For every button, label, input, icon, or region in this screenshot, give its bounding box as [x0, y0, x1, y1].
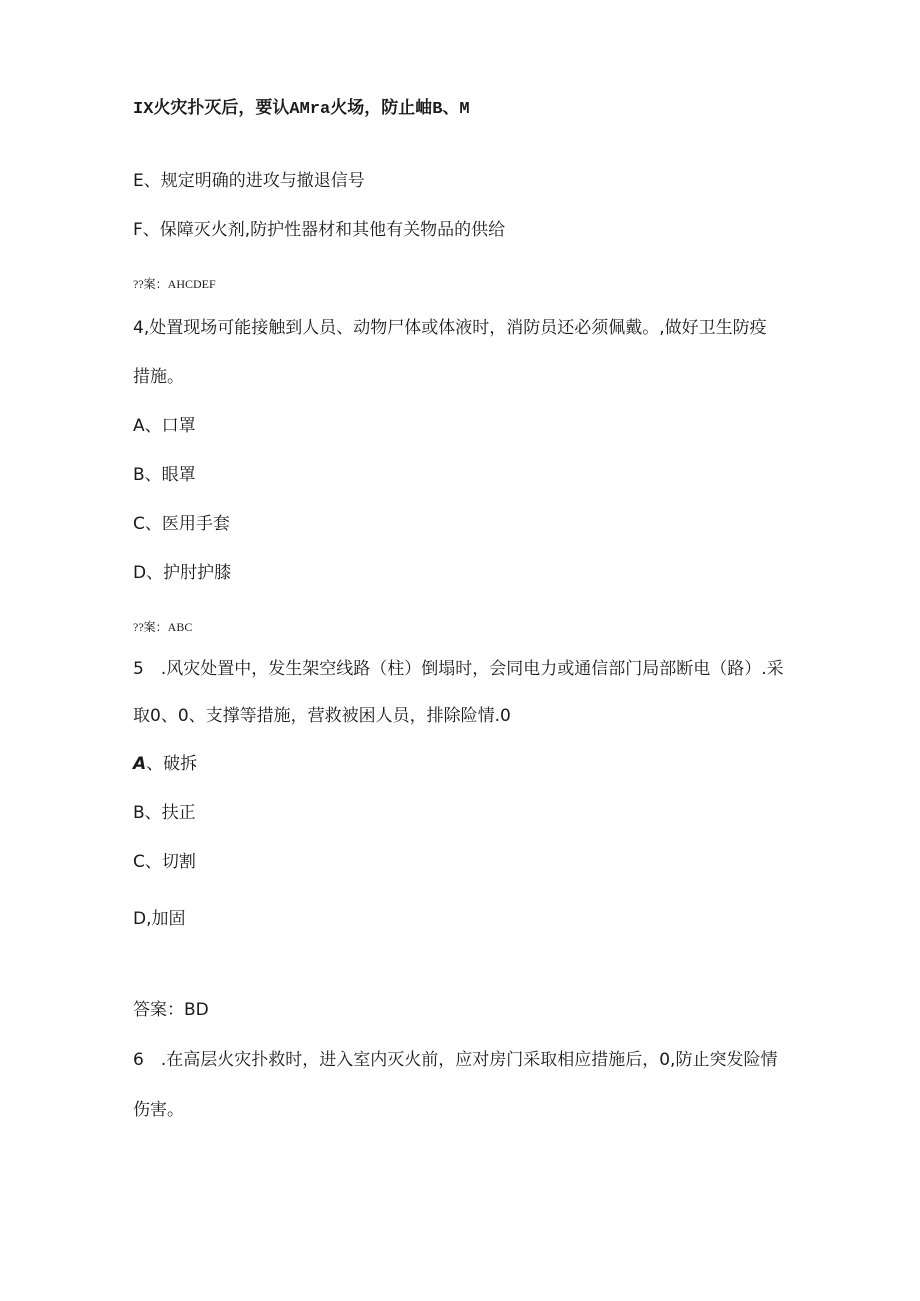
question-5-line-1: 5 .风灾处置中，发生架空线路（柱）倒塌时，会同电力或通信部门局部断电（路）.采	[133, 659, 784, 679]
answer-4: ??案：ABC	[133, 620, 193, 634]
q5-option-a	[133, 753, 197, 775]
q4-option-a: A、口罩	[133, 416, 196, 436]
q5-option-d: D,加固	[133, 909, 186, 929]
answer-3: ??案：AHCDEF	[133, 277, 216, 291]
question-4-line-2: 措施。	[133, 367, 184, 387]
q5-option-a-letter: A	[133, 754, 147, 774]
line-fire-scene: IX火灾扑灭后，要认AMra火场，防止岫B、M	[133, 100, 470, 119]
question-6-line-2: 伤害。	[133, 1100, 184, 1120]
q4-option-b: B、眼罩	[133, 465, 196, 485]
option-e: E、规定明确的进攻与撤退信号	[133, 171, 365, 191]
question-4-line-1: 4,处置现场可能接触到人员、动物尸体或体液时，消防员还必须佩戴。,做好卫生防疫	[133, 318, 767, 338]
q5-option-a-text: 、破拆	[146, 754, 198, 774]
q4-option-d: D、护肘护膝	[133, 563, 232, 583]
question-6-line-1: 6 .在高层火灾扑救时，进入室内灭火前，应对房门采取相应措施后，0,防止突发险情	[133, 1050, 778, 1070]
question-5-line-2: 取0、0、支撑等措施，营救被困人员，排除险情.0	[133, 706, 511, 726]
q5-option-b: B、扶正	[133, 803, 196, 823]
option-f: F、保障灭火剂,防护性器材和其他有关物品的供给	[133, 220, 506, 240]
answer-5: 答案：BD	[133, 1000, 209, 1020]
q5-option-c: C、切割	[133, 852, 196, 872]
q4-option-c: C、医用手套	[133, 514, 230, 534]
